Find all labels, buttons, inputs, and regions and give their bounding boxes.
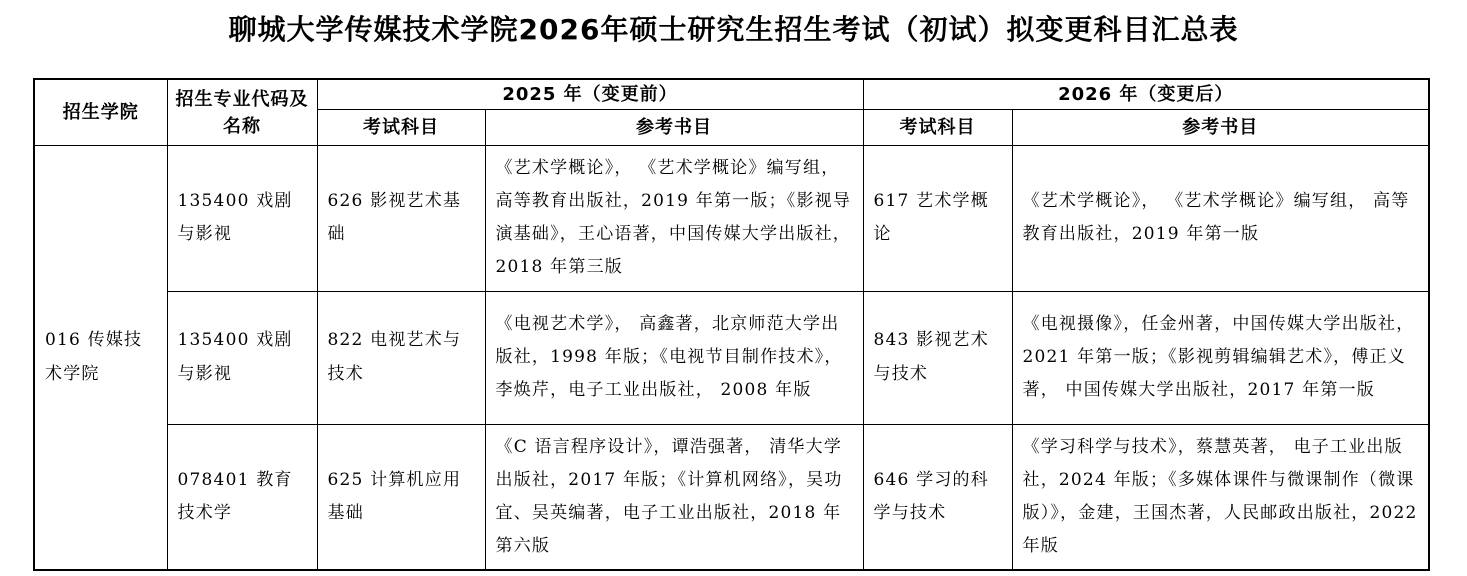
page-title: 聊城大学传媒技术学院2026年硕士研究生招生考试（初试）拟变更科目汇总表 bbox=[228, 13, 1239, 46]
subject-change-table bbox=[33, 78, 1430, 571]
cell-after-books: 《艺术学概论》， 《艺术学概论》编写组， 高等教育出版社，2019 年第一版 bbox=[1012, 146, 1429, 292]
cell-after-subject: 843 影视艺术与技术 bbox=[863, 291, 1012, 424]
cell-before-subject: 822 电视艺术与技术 bbox=[317, 291, 485, 424]
header-group-2025-before: 2025 年（变更前） bbox=[317, 79, 863, 110]
cell-before-books: 《电视艺术学》， 高鑫著，北京师范大学出版社，1998 年版；《电视节目制作技术》，李焕芹，电子工业出版社， 2008 年版 bbox=[485, 291, 863, 424]
cell-after-subject: 646 学习的科学与技术 bbox=[863, 424, 1012, 570]
cell-before-books: 《艺术学概论》， 《艺术学概论》编写组，高等教育出版社，2019 年第一版；《影视导演基础》，王心语著，中国传媒大学出版社，2018 年第三版 bbox=[485, 146, 863, 292]
cell-after-subject: 617 艺术学概论 bbox=[863, 146, 1012, 292]
header-group-2026-after: 2026 年（变更后） bbox=[863, 79, 1429, 110]
cell-before-books: 《C 语言程序设计》，谭浩强著， 清华大学出版社，2017 年版；《计算机网络》，吴功宜、吴英编著，电子工业出版社，2018 年第六版 bbox=[485, 424, 863, 570]
cell-before-subject: 626 影视艺术基础 bbox=[317, 146, 485, 292]
table-row bbox=[34, 146, 1429, 292]
cell-after-books: 《学习科学与技术》，蔡慧英著， 电子工业出版社，2024 年版；《多媒体课件与微课制作（微课版）》，金建，王国杰著，人民邮政出版社，2022 年版 bbox=[1012, 424, 1429, 570]
header-reference-books-after: 参考书目 bbox=[1012, 110, 1429, 146]
header-exam-subject-before: 考试科目 bbox=[317, 110, 485, 146]
cell-before-subject: 625 计算机应用基础 bbox=[317, 424, 485, 570]
header-college: 招生学院 bbox=[34, 79, 167, 146]
table-row bbox=[34, 424, 1429, 570]
header-reference-books-before: 参考书目 bbox=[485, 110, 863, 146]
header-row-groups bbox=[34, 79, 1429, 110]
header-major-code-name: 招生专业代码及名称 bbox=[167, 79, 317, 146]
cell-major: 135400 戏剧与影视 bbox=[167, 146, 317, 292]
document-page bbox=[0, 12, 1467, 576]
cell-college: 016 传媒技术学院 bbox=[34, 146, 167, 571]
cell-after-books: 《电视摄像》，任金州著，中国传媒大学出版社，2021 年第一版；《影视剪辑编辑艺术》，傅正义著， 中国传媒大学出版社，2017 年第一版 bbox=[1012, 291, 1429, 424]
cell-major: 135400 戏剧与影视 bbox=[167, 291, 317, 424]
header-exam-subject-after: 考试科目 bbox=[863, 110, 1012, 146]
table-row bbox=[34, 291, 1429, 424]
cell-major: 078401 教育技术学 bbox=[167, 424, 317, 570]
